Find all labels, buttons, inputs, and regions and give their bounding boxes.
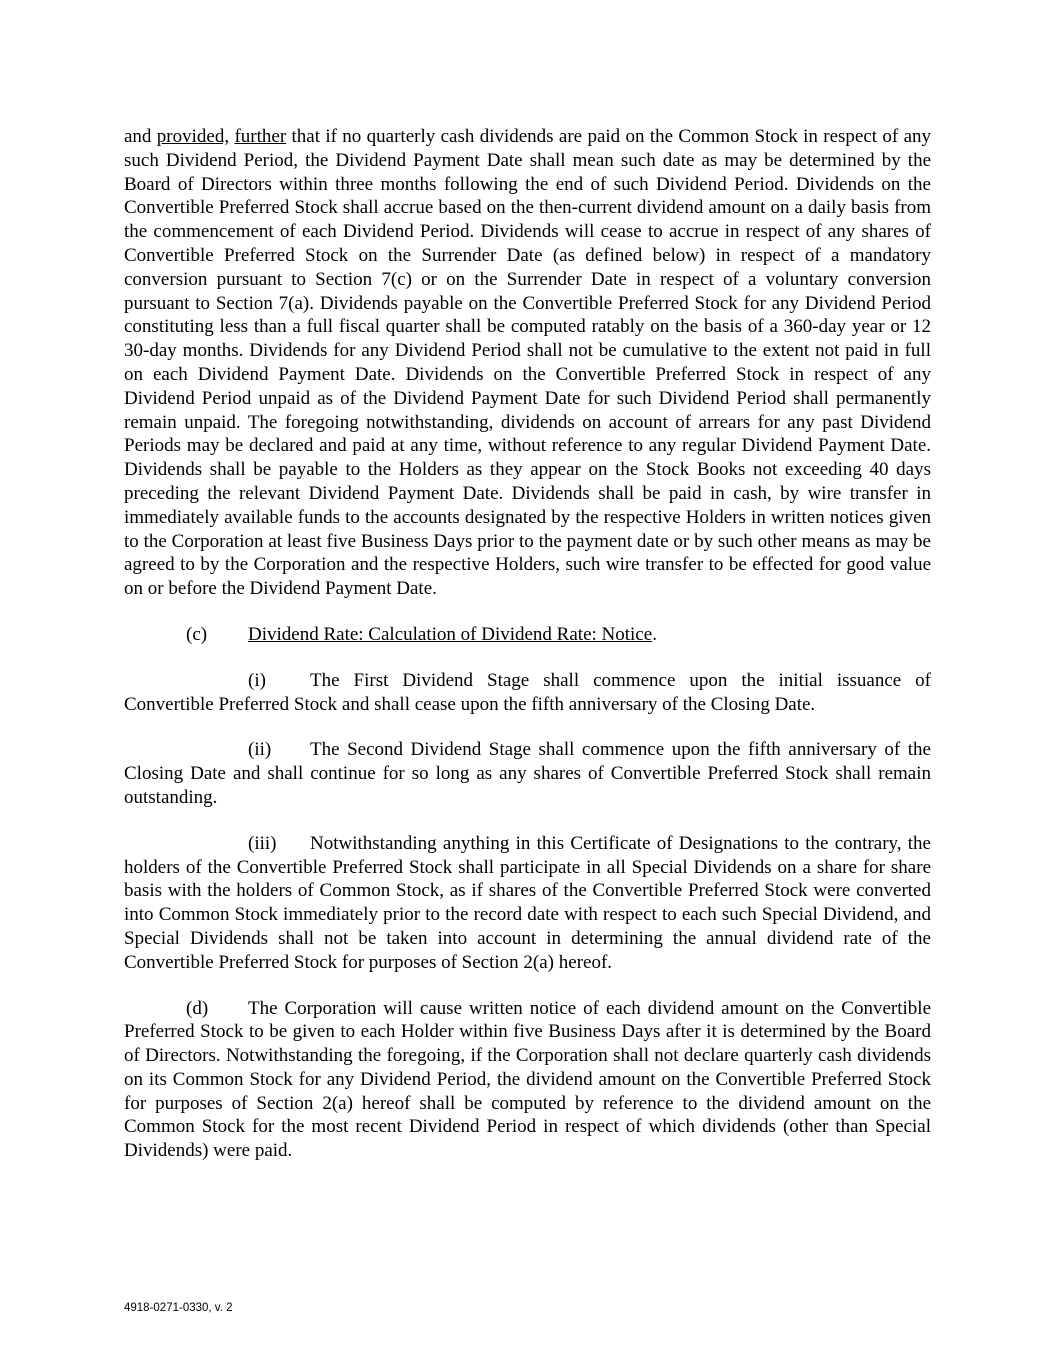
term-further: further [234,126,287,147]
paragraph-body: that if no quarterly cash dividends are paid on the Common Stock in respect of any such Dividend Period, the Dividend Payment Date shall mean such date as may be determined by the Board of Directors within three months following the end of such Dividend Period. Dividends on the Convertible Preferred Stock shall accrue based on the then-current dividend amount on a daily basis from the commencement of each Dividend Period. Dividends will cease to accrue in respect of any shares of Convertible Preferred Stock on the Surrender Date (as defined below) in respect of a mandatory conversion pursuant to Section 7(c) or on the Surrender Date in respect of a voluntary conversion pursuant to Section 7(a). Dividends payable on the Convertible Preferred Stock for any Dividend Period constituting less than a full fiscal quarter shall be computed ratably on the basis of a 360-day year or 12 30-day months. Dividends for any Dividend Period shall not be cumulative to the extent not paid in full on each Dividend Payment Date. Dividends on the Convertible Preferred Stock in respect of any Dividend Period unpaid as of the Dividend Payment Date for such Dividend Period shall permanently remain unpaid. The foregoing notwithstanding, dividends on account of arrears for any past Dividend Periods may be declared and paid at any time, without reference to any regular Dividend Payment Date. Dividends shall be payable to the Holders as they appear on the Stock Books not exceeding 40 days preceding the relevant Dividend Payment Date. Dividends shall be paid in cash, by wire transfer in immediately available funds to the accounts designated by the respective Holders in written notices given to the Corporation at least five Business Days prior to the payment date or by such other means as may be agreed to by the Corporation and the respective Holders, such wire transfer to be effected for good value on or before the Dividend Payment Date. [124,126,932,600]
paragraph-dividend-payment [124,125,931,601]
subsection-iii [124,832,931,975]
section-d [124,997,931,1164]
section-d-text: The Corporation will cause written notice of each dividend amount on the Convertible Preferred Stock to be given to each Holder within five Business Days after it is determined by the Board of Directors. Notwithstanding the foregoing, if the Corporation shall not declare quarterly cash dividends on its Common Stock for any Dividend Period, the dividend amount on the Convertible Preferred Stock for purposes of Section 2(a) hereof shall be computed by reference to the dividend amount on the Common Stock for the most recent Dividend Period in respect of which dividends (other than Special Dividends) were paid. [124,997,931,1162]
subsection-iii-label: (iii) [248,832,277,854]
subsection-iii-text: Notwithstanding anything in this Certificate of Designations to the contrary, the holders of the Convertible Preferred Stock shall participate in all Special Dividends on a share for share basis with the holders of Common Stock, as if shares of the Convertible Preferred Stock were converted into Common Stock immediately prior to the record date with respect to each such Special Dividend, and Special Dividends shall not be taken into account in determining the annual dividend rate of the Convertible Preferred Stock for purposes of Section 2(a) hereof. [124,832,931,973]
term-provided: provided, [156,126,230,147]
section-c-heading [124,623,931,647]
document-page [124,125,931,1163]
subsection-ii-label: (ii) [248,739,272,761]
section-c-period: . [652,623,657,645]
section-c-label: (c) [186,623,208,645]
subsection-i [124,669,931,717]
subsection-i-text: The First Dividend Stage shall commence upon the initial issuance of Convertible Preferred Stock and shall cease upon the fifth anniversary of the Closing Date. [124,669,931,715]
subsection-ii [124,738,931,809]
section-d-label: (d) [186,997,209,1019]
lead-word: and [124,126,152,147]
subsection-ii-text: The Second Dividend Stage shall commence upon the fifth anniversary of the Closing Date and shall continue for so long as any shares of Convertible Preferred Stock shall remain outstanding. [124,739,931,808]
subsection-i-label: (i) [248,669,266,691]
section-c-title: Dividend Rate: Calculation of Dividend Rate: Notice [248,623,653,645]
document-footer-id: 4918-0271-0330, v. 2 [124,1302,233,1314]
